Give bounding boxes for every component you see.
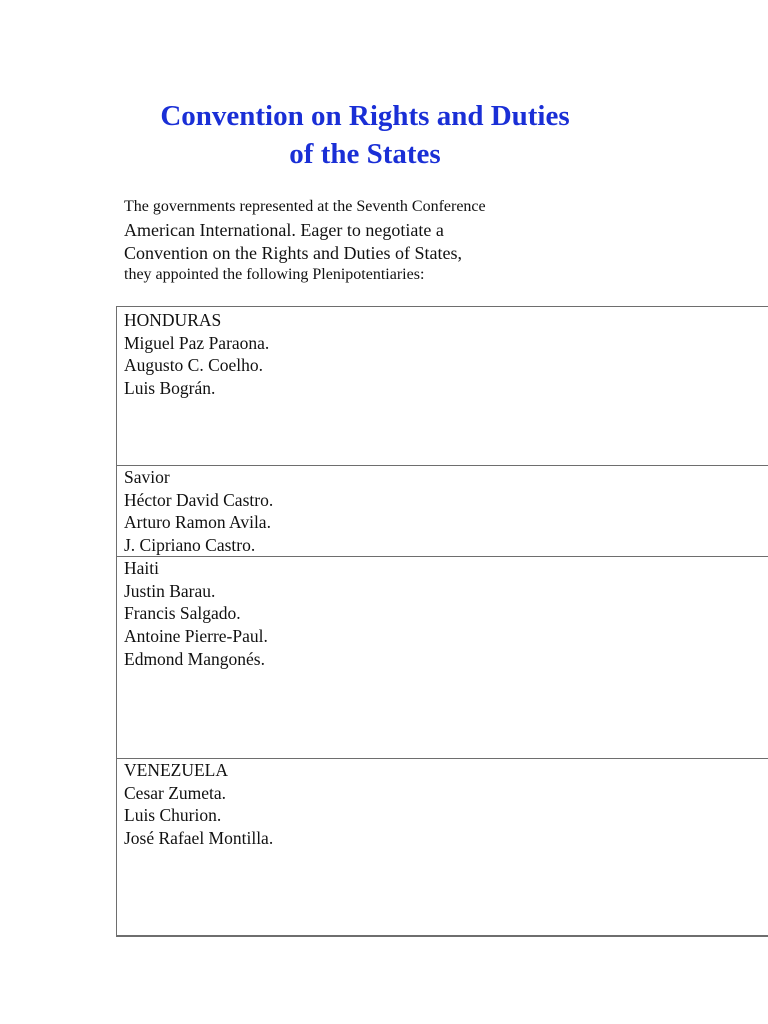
- country-name: VENEZUELA: [124, 760, 229, 780]
- table-row-honduras: [117, 309, 768, 465]
- delegate-name: J. Cipriano Castro.: [124, 535, 256, 556]
- delegate-name: Augusto C. Coelho.: [124, 355, 264, 376]
- delegate-name: Justin Barau.: [124, 580, 216, 601]
- intro-line-1: The governments represented at the Seventh Conference: [124, 198, 486, 215]
- table-row-haiti: [117, 556, 768, 758]
- delegate-name: Miguel Paz Paraona.: [124, 332, 270, 353]
- table-row-savior: [117, 465, 768, 556]
- table-row-venezuela: [117, 758, 768, 934]
- page-title-line-1: Convention on Rights and Duties: [160, 100, 570, 132]
- country-name: Savior: [124, 467, 170, 487]
- delegate-name: Arturo Ramon Avila.: [124, 512, 271, 533]
- delegate-name: Antoine Pierre-Paul.: [124, 626, 268, 647]
- delegate-name: José Rafael Montilla.: [124, 828, 274, 849]
- intro-line-3: Convention on the Rights and Duties of States,: [124, 243, 462, 263]
- delegate-name: Edmond Mangonés.: [124, 648, 265, 669]
- page-title-line-2: of the States: [289, 138, 441, 170]
- country-name: Haiti: [124, 558, 159, 578]
- intro-line-4: they appointed the following Plenipotentiaries:: [124, 266, 425, 283]
- plenipotentiaries-table: [116, 306, 768, 937]
- country-name: HONDURAS: [124, 310, 222, 330]
- delegate-name: Luis Bográn.: [124, 378, 216, 399]
- delegate-name: Luis Churion.: [124, 805, 222, 826]
- delegate-name: Francis Salgado.: [124, 603, 241, 624]
- delegate-name: Cesar Zumeta.: [124, 782, 227, 803]
- intro-line-2: American International. Eager to negotiate a: [124, 220, 444, 240]
- delegate-name: Héctor David Castro.: [124, 489, 274, 510]
